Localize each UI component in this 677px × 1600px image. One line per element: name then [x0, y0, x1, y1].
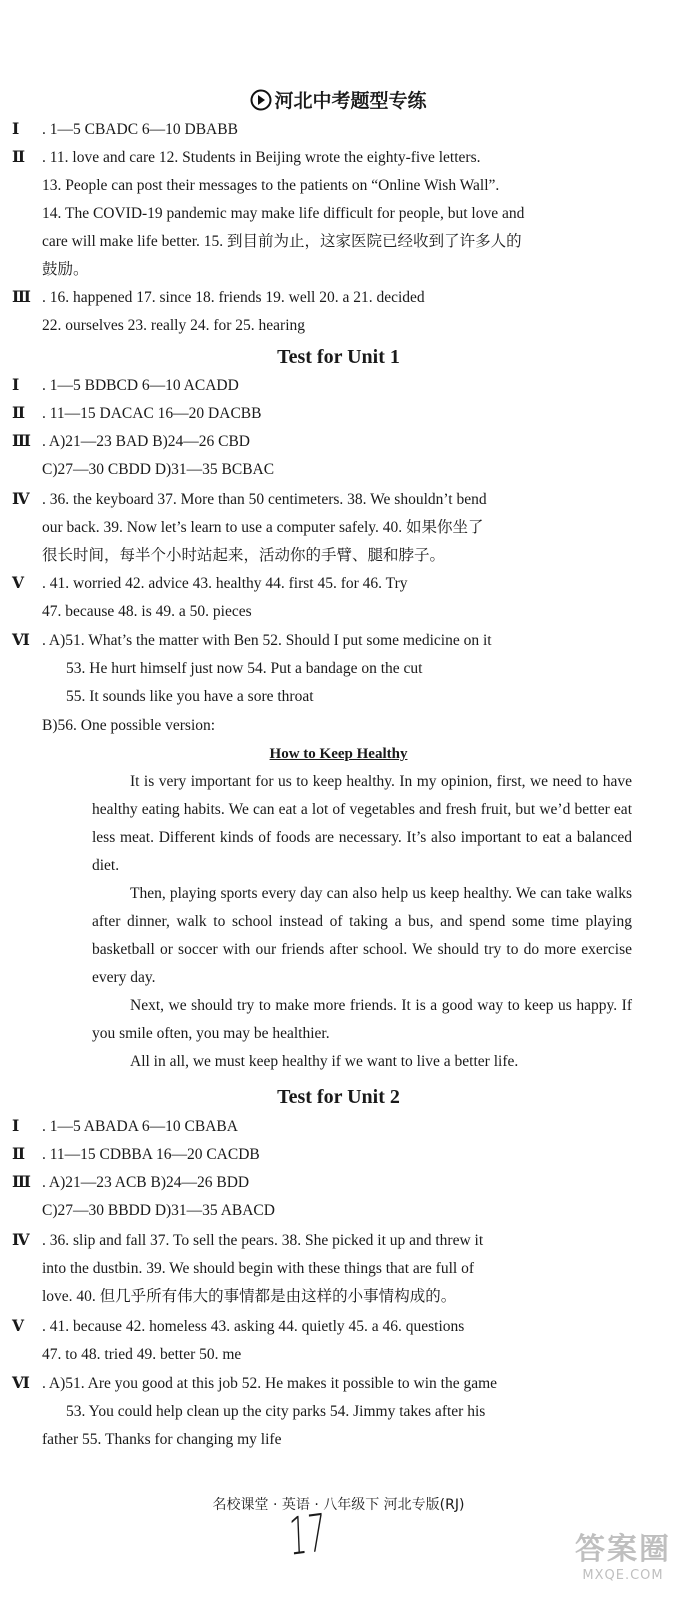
- answer-line: Ⅱ . 11. love and care 12. Students in Beijing wrote the eighty-five letters.: [12, 149, 481, 166]
- answer-line: Ⅰ . 1—5 CBADC 6—10 DBABB: [12, 121, 238, 138]
- answer-line: B)56. One possible version:: [42, 717, 216, 734]
- unit2-title: Test for Unit 2: [277, 1086, 400, 1108]
- answer-line: 47. because 48. is 49. a 50. pieces: [42, 603, 252, 620]
- answer-line: 鼓励。: [42, 261, 89, 278]
- answer-line: 47. to 48. tried 49. better 50. me: [42, 1346, 242, 1363]
- answer-line: 13. People can post their messages to the patients on “Online Wish Wall”.: [42, 177, 500, 194]
- answer-line: Ⅰ . 1—5 BDBCD 6—10 ACADD: [12, 377, 239, 394]
- hebei-section-title: 河北中考题型专练: [274, 90, 427, 112]
- page-number: 17: [288, 1503, 327, 1568]
- hebei-section-heading: [0, 88, 677, 114]
- answer-line: Ⅱ . 11—15 CDBBA 16—20 CACDB: [12, 1146, 260, 1163]
- page-footer: 名校课堂 · 英语 · 八年级下 河北专版(RJ): [212, 1497, 465, 1513]
- answer-line: Ⅵ . A)51. Are you good at this job 52. He makes it possible to win the game: [12, 1375, 498, 1392]
- answer-line: Ⅳ . 36. the keyboard 37. More than 50 centimeters. 38. We shouldn’t bend: [12, 491, 487, 508]
- answer-line: 55. It sounds like you have a sore throat: [66, 688, 314, 705]
- essay-paragraph: Then, playing sports every day can also help us keep healthy. We can take walks after dinner, walk to school instead of taking a bus, and spend some time playing basketball or soccer with our friends after school. We should try to do more exercise every day.: [92, 885, 632, 986]
- answer-line: C)27—30 CBDD D)31—35 BCBAC: [42, 461, 275, 478]
- answer-line: Ⅳ . 36. slip and fall 37. To sell the pears. 38. She picked it up and threw it: [12, 1232, 484, 1249]
- answer-line: father 55. Thanks for changing my life: [42, 1431, 282, 1448]
- essay-body: [92, 768, 632, 1076]
- answer-line: 很长时间，每半个小时站起来，活动你的手臂、腿和脖子。: [42, 547, 446, 564]
- answer-line: Ⅲ . 16. happened 17. since 18. friends 19. well 20. a 21. decided: [12, 289, 425, 306]
- answer-line: 53. He hurt himself just now 54. Put a bandage on the cut: [66, 660, 423, 677]
- answer-line: 14. The COVID-19 pandemic may make life difficult for people, but love and: [42, 205, 525, 222]
- essay-paragraph: Next, we should try to make more friends. It is a good way to keep us happy. If you smile often, you may be healthier.: [92, 997, 632, 1042]
- essay-paragraph: All in all, we must keep healthy if we want to live a better life.: [130, 1053, 519, 1070]
- essay-paragraph: It is very important for us to keep healthy. In my opinion, first, we need to have healthy eating habits. We can eat a lot of vegetables and fresh fruit, but we’d better eat less meat. Different kinds of foods are necessary. It’s also important to eat a balanced diet.: [92, 773, 632, 874]
- answer-line: 53. You could help clean up the city parks 54. Jimmy takes after his: [66, 1403, 486, 1420]
- answer-line: C)27—30 BBDD D)31—35 ABACD: [42, 1202, 275, 1219]
- answer-line: into the dustbin. 39. We should begin with these things that are full of: [42, 1260, 474, 1277]
- arrow-right-circle-icon: [250, 89, 272, 111]
- answer-line: Ⅲ . A)21—23 ACB B)24—26 BDD: [12, 1174, 250, 1191]
- unit1-title: Test for Unit 1: [277, 346, 400, 368]
- answer-line: Ⅵ . A)51. What’s the matter with Ben 52. Should I put some medicine on it: [12, 632, 492, 649]
- answer-line: our back. 39. Now let’s learn to use a computer safely. 40. 如果你坐了: [42, 519, 484, 536]
- answer-line: Ⅰ . 1—5 ABADA 6—10 CBABA: [12, 1118, 238, 1135]
- watermark-logo-text: 答案圈: [575, 1532, 671, 1567]
- essay-title: How to Keep Healthy: [269, 746, 408, 762]
- answer-line: Ⅴ . 41. because 42. homeless 43. asking 44. quietly 45. a 46. questions: [12, 1318, 465, 1335]
- answer-line: care will make life better. 15. 到目前为止，这家医院已经收到了许多人的: [42, 233, 522, 250]
- answer-line: 22. ourselves 23. really 24. for 25. hearing: [42, 317, 306, 334]
- answer-line: Ⅴ . 41. worried 42. advice 43. healthy 44. first 45. for 46. Try: [12, 575, 408, 592]
- answer-line: love. 40. 但几乎所有伟大的事情都是由这样的小事情构成的。: [42, 1288, 457, 1305]
- watermark-url: MXQE.COM: [582, 1568, 664, 1583]
- answer-line: Ⅲ . A)21—23 BAD B)24—26 CBD: [12, 433, 250, 450]
- watermark: [575, 1532, 671, 1592]
- answer-line: Ⅱ . 11—15 DACAC 16—20 DACBB: [12, 405, 262, 422]
